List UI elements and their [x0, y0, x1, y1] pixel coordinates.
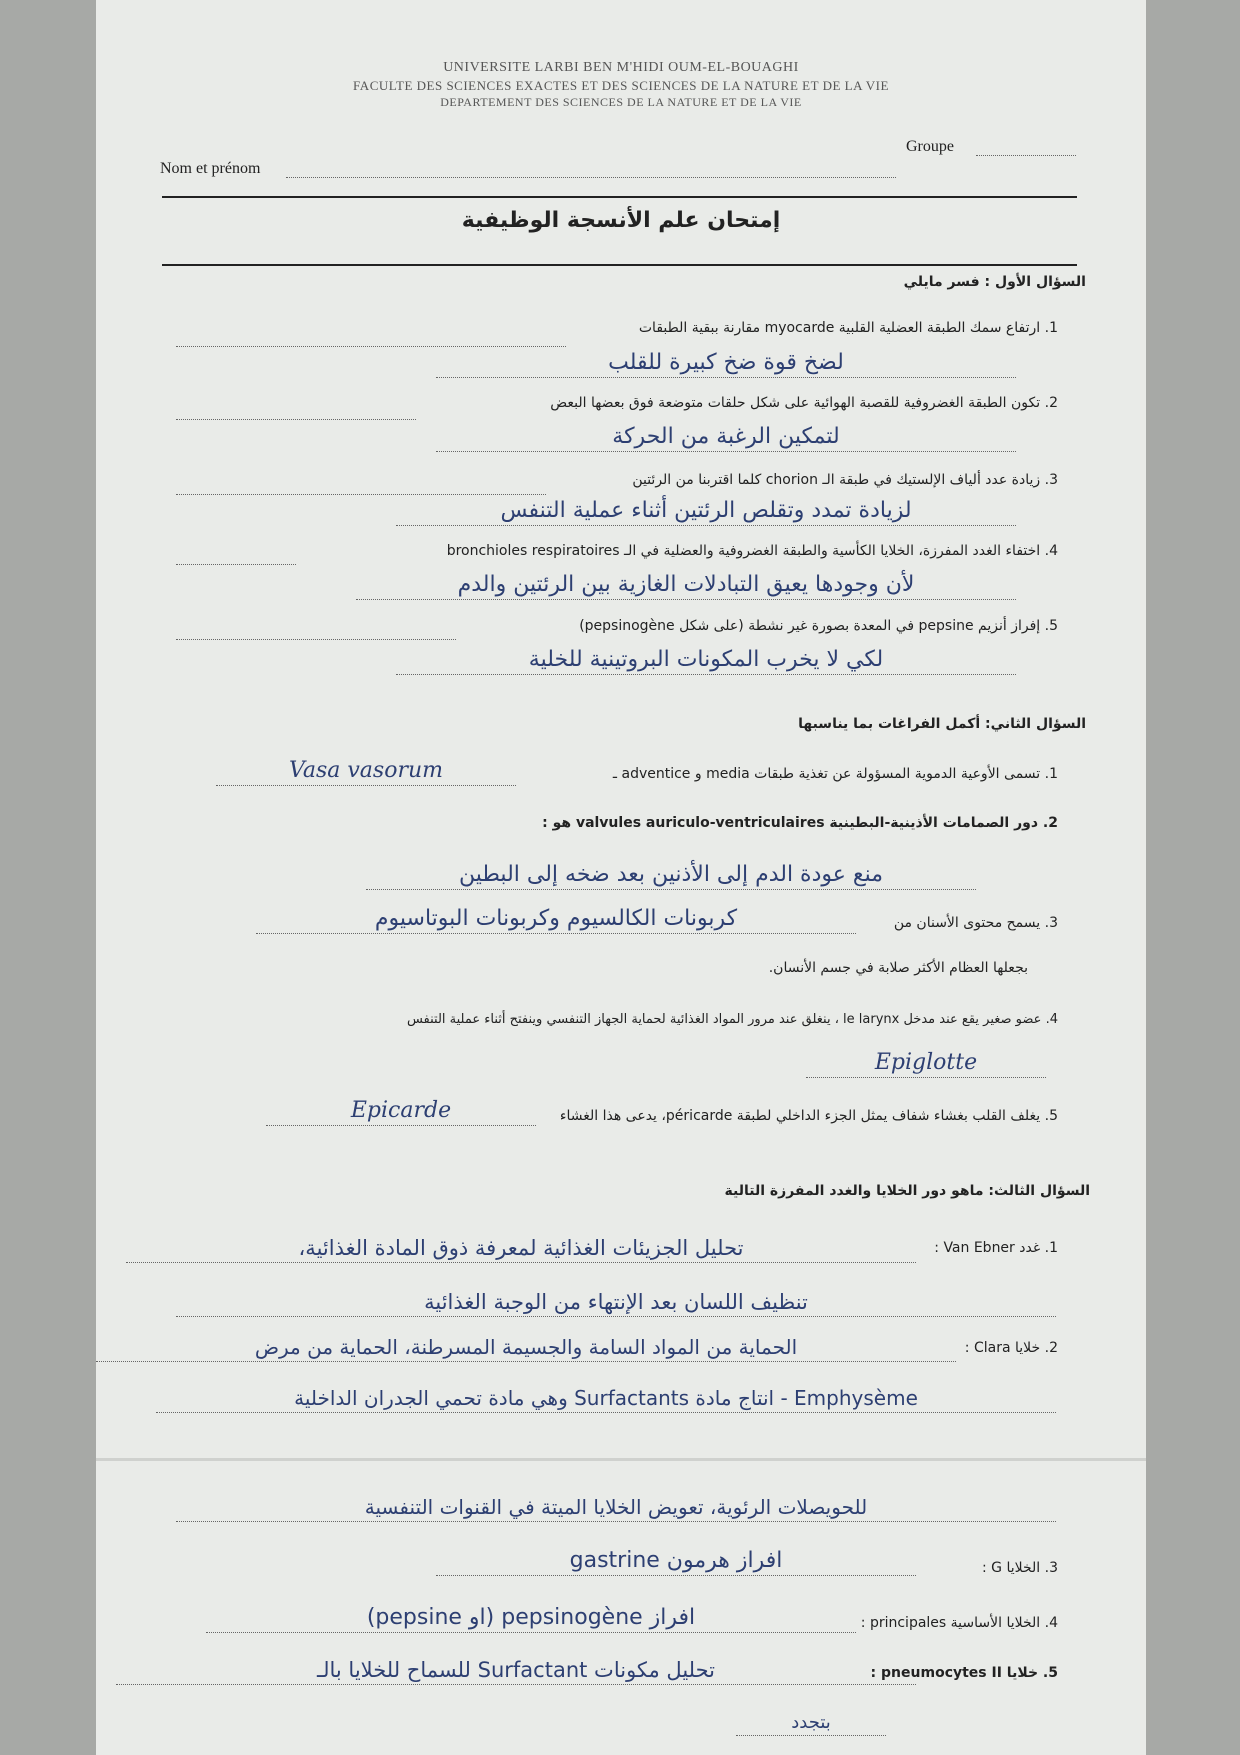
group-label: Groupe	[906, 138, 954, 155]
q2-answer-4[interactable]: Epiglotte	[806, 1050, 1046, 1078]
q1-answer-3[interactable]: لزيادة تمدد وتقلص الرئتين أثناء عملية التنفس	[396, 498, 1016, 526]
q3-item-4-text: الخلايا الأساسية principales :	[860, 1615, 1041, 1631]
q2-item-3-continued: بجعلها العظام الأكثر صلابة في جسم الأنسان.	[768, 960, 1028, 976]
q3-item-4	[861, 1615, 1058, 1631]
exam-sheet	[96, 0, 1146, 1755]
q1-item-2	[550, 395, 1058, 411]
q3-answer-4[interactable]: افراز pepsinogène (او pepsine)	[206, 1605, 856, 1633]
q2-item-1-num: 1.	[1044, 766, 1058, 782]
department-name: DEPARTEMENT DES SCIENCES DE LA NATURE ET DE LA VIE	[440, 95, 802, 109]
q1-item-5-num: 5.	[1044, 618, 1058, 634]
q1-answer-5[interactable]: لكي لا يخرب المكونات البروتينية للخلية	[396, 647, 1016, 675]
q1-answer-4[interactable]: لأن وجودها يعيق التبادلات الغازية بين الرئتين والدم	[356, 572, 1016, 600]
q3-item-2	[965, 1340, 1058, 1356]
q1-item-5	[579, 618, 1058, 634]
q2-item-1	[613, 766, 1058, 782]
q1-item-4-dots	[176, 563, 296, 565]
q1-item-1	[639, 320, 1058, 336]
q3-item-3-text: الخلايا G :	[981, 1560, 1041, 1576]
exam-title: إمتحان علم الأنسجة الوظيفية	[461, 208, 781, 233]
q1-item-3-num: 3.	[1044, 472, 1058, 488]
q2-answer-5[interactable]: Epicarde	[266, 1098, 536, 1126]
q1-item-2-dots	[176, 418, 416, 420]
q3-answer-1[interactable]: تحليل الجزيئات الغذائية لمعرفة ذوق المادة الغذائية،	[126, 1236, 916, 1263]
q1-item-3-text: زيادة عدد ألياف الإلستيك في طبقة الـ chorion كلما اقتربنا من الرئتين	[632, 472, 1041, 488]
q3-item-3-num: 3.	[1044, 1560, 1058, 1576]
q2-item-2-text: دور الصمامات الأذينية-البطينية valvules auriculo-ventriculaires هو :	[542, 815, 1039, 831]
q1-item-4-num: 4.	[1044, 543, 1058, 559]
q3-heading: السؤال الثالث: ماهو دور الخلايا والغدد المفرزة التالية	[724, 1183, 1090, 1199]
name-label: Nom et prénom	[160, 160, 261, 177]
q3-answer-5-line-2[interactable]: بتجدد	[736, 1712, 886, 1736]
q3-answer-2[interactable]: الحماية من المواد السامة والجسيمة المسرطنة، الحماية من مرض	[96, 1335, 956, 1362]
q2-item-1-text: تسمى الأوعية الدموية المسؤولة عن تغذية طبقات media و adventice ـ	[612, 766, 1041, 782]
q3-item-5-num: 5.	[1042, 1665, 1058, 1681]
faculty-name: FACULTE DES SCIENCES EXACTES ET DES SCIENCES DE LA NATURE ET DE LA VIE	[353, 78, 889, 93]
q1-item-1-dots	[176, 345, 566, 347]
q2-item-3	[894, 915, 1058, 931]
q1-item-2-num: 2.	[1044, 395, 1058, 411]
q2-item-3-num: 3.	[1044, 915, 1058, 931]
q2-answer-3[interactable]: كربونات الكالسيوم وكربونات البوتاسيوم	[256, 906, 856, 934]
q2-item-2	[542, 815, 1058, 831]
q2-item-4	[407, 1012, 1058, 1027]
q2-item-5	[560, 1108, 1058, 1124]
name-field[interactable]	[286, 176, 896, 178]
q3-answer-3[interactable]: افراز هرمون gastrine	[436, 1548, 916, 1576]
q1-item-1-num: 1.	[1044, 320, 1058, 336]
q2-answer-1[interactable]: Vasa vasorum	[216, 758, 516, 786]
q2-heading: السؤال الثاني: أكمل الفراغات بما يناسبها	[798, 716, 1086, 732]
q1-item-4	[447, 543, 1058, 559]
q3-item-5-text: خلايا pneumocytes II :	[870, 1665, 1039, 1681]
q3-item-1-text: غدد Van Ebner :	[934, 1240, 1041, 1256]
q1-item-3-dots	[176, 493, 546, 495]
q2-item-5-text: يغلف القلب بغشاء شفاف يمثل الجزء الداخلي لطبقة péricarde، يدعى هذا الغشاء	[559, 1108, 1041, 1124]
q2-item-2-num: 2.	[1042, 815, 1058, 831]
q2-item-3-text: يسمح محتوى الأسنان من	[893, 915, 1041, 931]
q3-item-1-num: 1.	[1044, 1240, 1058, 1256]
q1-answer-2[interactable]: لتمكين الرغبة من الحركة	[436, 424, 1016, 452]
q3-answer-2-line-2[interactable]: Emphysème - انتاج مادة Surfactants وهي مادة تحمي الجدران الداخلية	[156, 1386, 1056, 1413]
q1-item-2-text: تكون الطبقة الغضروفية للقصبة الهوائية على شكل حلقات متوضعة فوق بعضها البعض	[550, 395, 1041, 411]
q3-answer-1-line-2[interactable]: تنظيف اللسان بعد الإنتهاء من الوجبة الغذائية	[176, 1290, 1056, 1317]
q3-item-1	[934, 1240, 1058, 1256]
header-rule-top	[162, 196, 1077, 198]
q2-item-4-num: 4.	[1045, 1012, 1058, 1027]
q1-heading: السؤال الأول : فسر مايلي	[903, 274, 1086, 290]
q1-item-1-text: ارتفاع سمك الطبقة العضلية القلبية myocarde مقارنة ببقية الطبقات	[638, 320, 1041, 336]
q2-item-4-text: عضو صغير يقع عند مدخل le larynx ، ينغلق عند مرور المواد الغذائية لحماية الجهاز التنفسي وينفتح أثناء عملية التنفس	[406, 1012, 1042, 1027]
q3-item-3	[982, 1560, 1058, 1576]
q3-answer-5[interactable]: تحليل مكونات Surfactant للسماح للخلايا بالـ	[116, 1658, 916, 1685]
group-field[interactable]	[976, 154, 1076, 156]
header-rule-bottom	[162, 264, 1077, 266]
q3-answer-2-line-3[interactable]: للحويصلات الرئوية، تعويض الخلايا الميتة في القنوات التنفسية	[176, 1495, 1056, 1522]
q2-answer-2[interactable]: منع عودة الدم إلى الأذنين بعد ضخه إلى البطين	[366, 862, 976, 890]
q2-item-5-num: 5.	[1044, 1108, 1058, 1124]
q1-item-4-text: اختفاء الغدد المفرزة، الخلايا الكأسية والطبقة الغضروفية والعضلية في الـ bronchioles respiratoires	[446, 543, 1041, 559]
q3-item-4-num: 4.	[1044, 1615, 1058, 1631]
q1-item-3	[632, 472, 1058, 488]
q3-item-2-text: خلايا Clara :	[964, 1340, 1041, 1356]
paper-seam	[96, 1458, 1146, 1461]
university-name: UNIVERSITE LARBI BEN M'HIDI OUM-EL-BOUAGHI	[443, 60, 799, 75]
q1-item-5-dots	[176, 638, 456, 640]
q1-answer-1[interactable]: لضخ قوة ضخ كبيرة للقلب	[436, 350, 1016, 378]
q3-item-2-num: 2.	[1044, 1340, 1058, 1356]
q1-item-5-text: إفراز أنزيم pepsine في المعدة بصورة غير نشطة (على شكل pepsinogène)	[579, 618, 1041, 634]
